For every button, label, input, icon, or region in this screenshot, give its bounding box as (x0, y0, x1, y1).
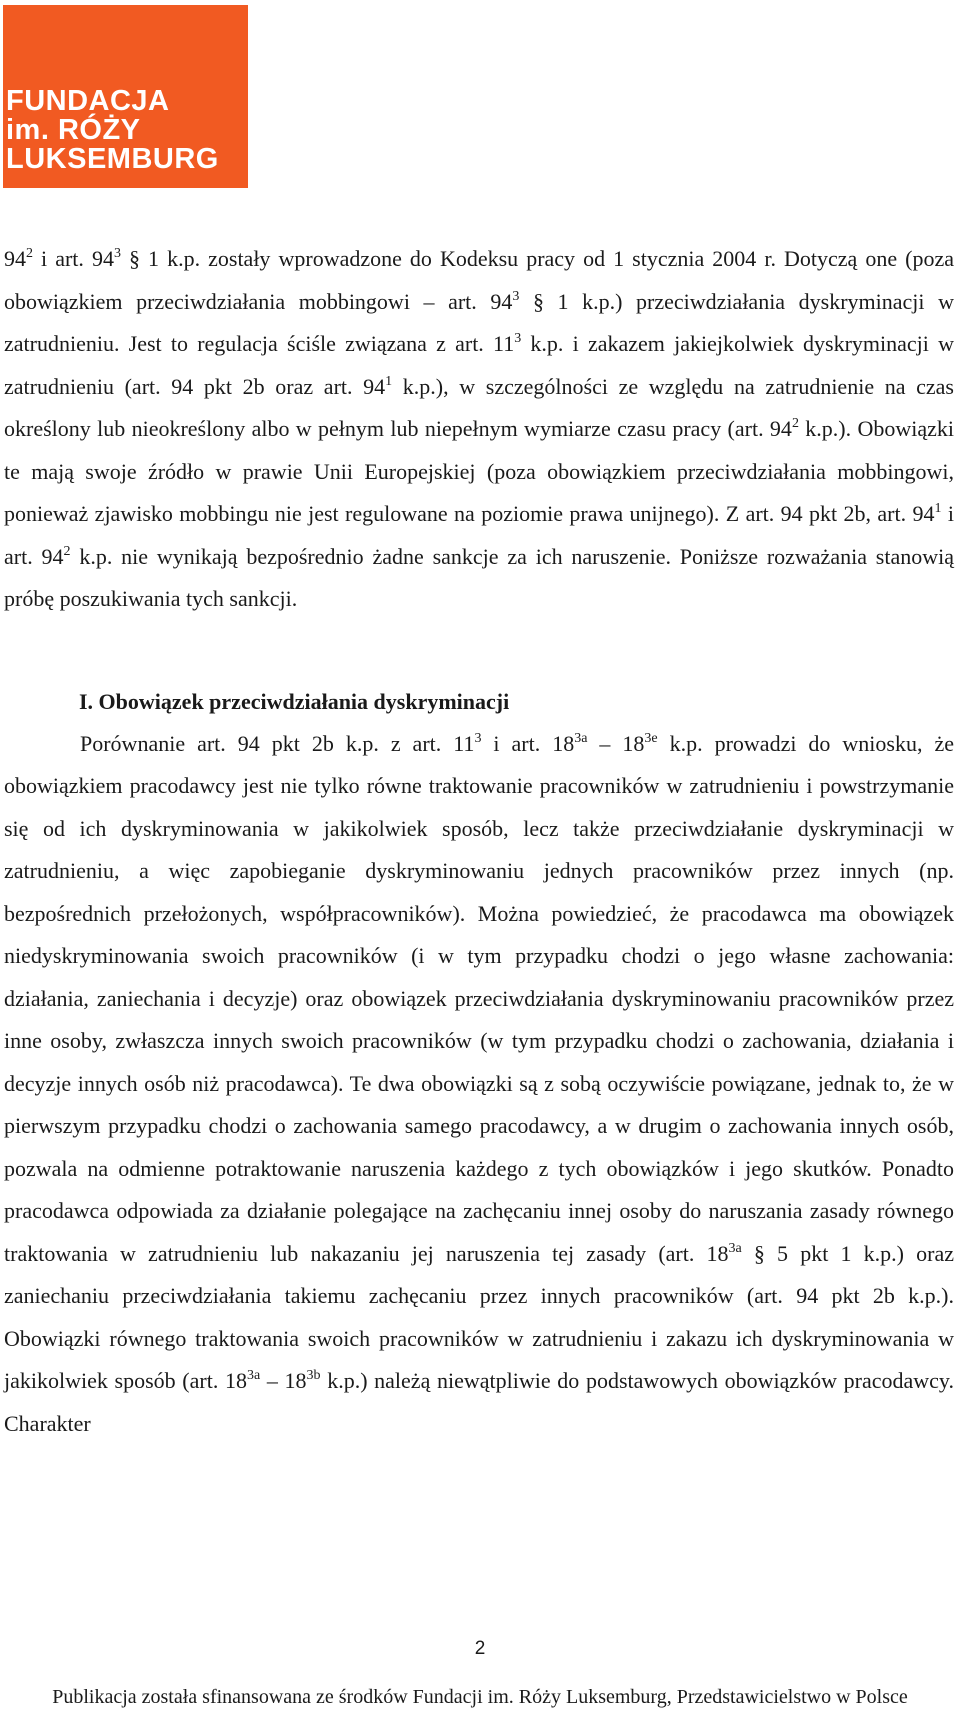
text-run: § 1 k.p. zostały wprowadzone do Kodeksu pracy od 1 stycznia 2004 r. Dotyczą one (poza obowiązkiem przeciwdziałania mobbingowi – art. 94 (4, 246, 954, 314)
text-run: § 1 k.p.) przeciwdziałania dyskryminacji w zatrudnieniu. Jest to regulacja ściśle związana z art. 11 (4, 288, 954, 356)
article-superscript: 2 (26, 246, 33, 261)
article-superscript: 2 (63, 543, 71, 559)
text-run: Porównanie art. 94 pkt 2b k.p. z art. 11 (80, 730, 475, 756)
article-superscript: 3a (247, 1368, 261, 1383)
logo-line-1: FUNDACJA (6, 85, 170, 117)
text-run: 94 (4, 246, 26, 271)
body-paragraph-intro (4, 238, 954, 621)
text-run: k.p. nie wynikają bezpośrednio żadne sankcje za ich naruszenie. Poniższe rozważania stanowią próbę poszukiwania tych sankcji. (4, 543, 954, 611)
body-paragraph-section-1 (4, 723, 954, 1446)
article-superscript: 3e (644, 730, 658, 746)
text-run: k.p.), w szczególności ze względu na zatrudnienie na czas określony lub nieokreślony albo w pełnym lub niepełnym wymiarze czasu pracy (art. 94 (4, 373, 954, 441)
text-run: k.p. prowadzi do wniosku, że obowiązkiem pracodawcy jest nie tylko równe traktowanie pracowników w zatrudnieniu i powstrzymanie się od ich dyskryminowania w jakikolwiek sposób, lecz także przeciwdziałanie dyskryminacji w zatrudnieniu, a więc zapobieganie dyskryminowaniu jednych pracowników przez innych (np. bezpośrednich przełożonych, współpracowników). Można powiedzieć, że pracodawca ma obowiązek niedyskryminowania swoich pracowników (i w tym przypadku chodzi o jego własne zachowania: działania, zaniechania i decyzje) oraz obowiązek przeciwdziałania dyskryminowaniu pracowników przez inne osoby, zwłaszcza innych swoich pracowników (w tym przypadku chodzi o zachowania, działania i decyzje innych osób niż pracodawca). Te dwa obowiązki są z sobą oczywiście powiązane, jednak to, że w pierwszym przypadku chodzi o zachowania samego pracodawcy, a w drugim o zachowania innych osób, pozwala na odmienne potraktowanie naruszenia każdego z tych obowiązków i jego skutków. Ponadto pracodawca odpowiada za działanie polegające na zachęcaniu innej osoby do naruszania zasady równego traktowania w zatrudnieniu lub nakazaniu jej naruszenia tej zasady (art. 18 (4, 730, 954, 1266)
text-run: i art. 94 (4, 501, 954, 569)
page-number: 2 (474, 1638, 486, 1659)
article-superscript: 3 (474, 730, 482, 746)
text-run: i art. 18 (481, 730, 575, 756)
text-run: – 18 (587, 730, 645, 756)
text-run: i art. 94 (33, 246, 114, 271)
article-superscript: 3a (728, 1240, 742, 1256)
article-superscript: 3 (512, 288, 520, 304)
article-superscript: 3 (113, 246, 121, 261)
text-run: k.p. i zakazem jakiejkolwiek dyskryminacji w zatrudnieniu (art. 94 pkt 2b oraz art. 94 (4, 331, 955, 399)
text-run: k.p.) należą niewątpliwie do podstawowych obowiązków pracodawcy. Charakter (4, 1368, 954, 1436)
section-heading: I. Obowiązek przeciwdziałania dyskryminacji (79, 688, 510, 714)
article-superscript: 2 (791, 416, 799, 431)
document-body (4, 238, 954, 1445)
article-superscript: 1 (385, 373, 393, 389)
text-run: § 5 pkt 1 k.p.) oraz zaniechaniu przeciwdziałania takiemu zachęcaniu przez innych pracowników (art. 94 pkt 2b k.p.). Obowiązki równego traktowania swoich pracowników w zatrudnieniu i zakazu ich dyskryminowania w jakikolwiek sposób (art. 18 (4, 1240, 954, 1393)
page-footer: Publikacja została sfinansowana ze środków Fundacji im. Róży Luksemburg, Przedstawicielstwo w Polsce (52, 1686, 908, 1708)
logo-line-3: LUKSEMBURG (6, 143, 219, 175)
article-superscript: 3 (514, 331, 522, 346)
foundation-logo (3, 5, 248, 188)
text-run: k.p.). Obowiązki te mają swoje źródło w prawie Unii Europejskiej (poza obowiązkiem przeciwdziałania mobbingowi, ponieważ zjawisko mobbingu nie jest regulowane na poziomie prawa unijnego). Z art. 94 pkt 2b, art. 94 (4, 416, 954, 526)
article-superscript: 3a (574, 730, 588, 746)
article-superscript: 1 (934, 501, 942, 516)
text-run: – 18 (260, 1368, 307, 1393)
article-superscript: 3b (306, 1368, 321, 1383)
logo-line-2: im. RÓŻY (6, 114, 141, 146)
